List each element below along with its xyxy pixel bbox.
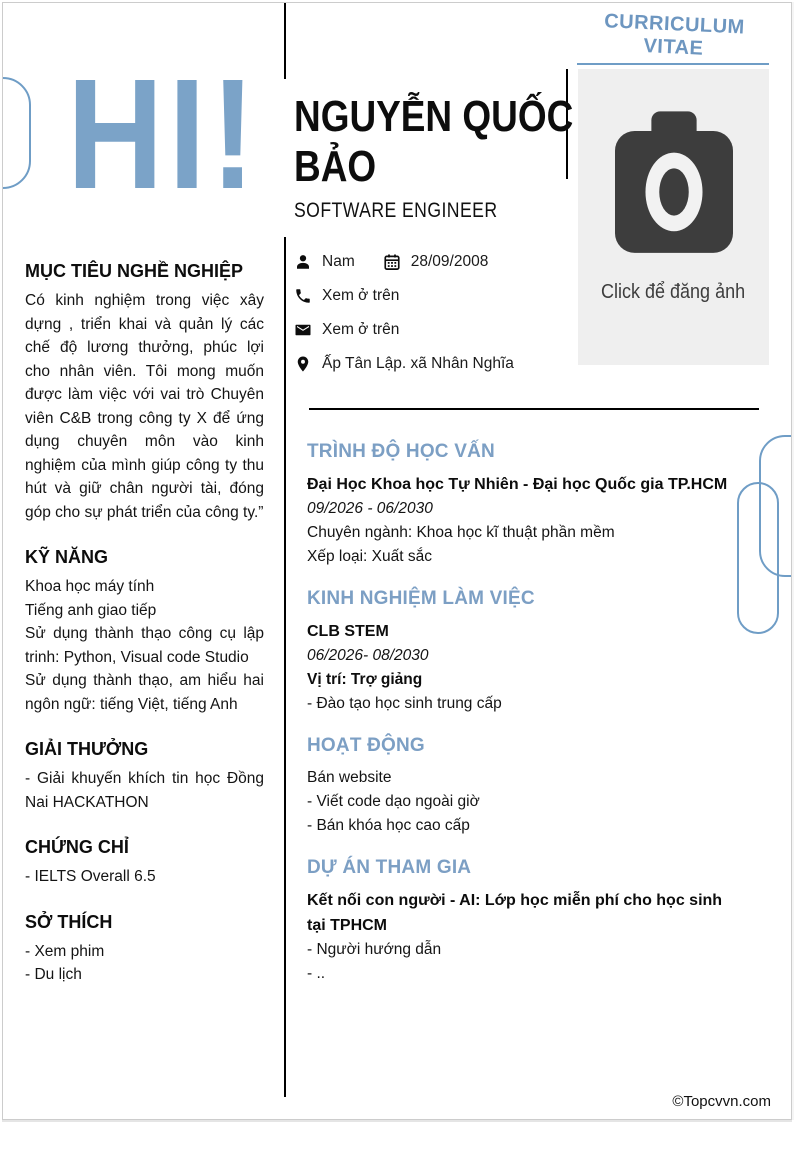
calendar-icon: [383, 253, 401, 271]
activity-detail: - Viết code dạo ngoài giờ: [307, 793, 480, 810]
curriculum-vitae-label: [577, 9, 769, 65]
photo-caption: Click để đăng ảnh: [601, 281, 746, 303]
contact-row-email: [294, 321, 574, 339]
job-title: SOFTWARE ENGINEER: [294, 199, 498, 222]
activity-title: Bán website: [307, 769, 392, 786]
hobbies-heading: SỞ THÍCH: [25, 911, 113, 932]
education-major: Chuyên ngành: Khoa học kĩ thuật phần mềm: [307, 524, 615, 541]
project-title: Kết nối con người - AI: Lớp học miễn phí cho học sinh tại TPHCM: [307, 892, 723, 934]
hobby-item: - Xem phim: [25, 942, 105, 960]
skills-heading: KỸ NĂNG: [25, 547, 109, 567]
experience-organization: CLB STEM: [307, 623, 389, 640]
email-icon: [294, 321, 312, 339]
certificates-heading: CHỨNG CHỈ: [25, 837, 129, 857]
activity-detail: - Bán khóa học cao cấp: [307, 817, 470, 834]
column-divider: [284, 237, 286, 1097]
dob-pair: [383, 253, 489, 271]
education-period: 09/2026 - 06/2030: [307, 500, 433, 517]
contact-underline: [309, 408, 759, 410]
skill-item: Sử dụng thành thạo, am hiểu hai ngôn ngữ: tiếng Việt, tiếng Anh: [25, 672, 264, 713]
experience-heading: KINH NGHIỆM LÀM VIỆC: [307, 588, 535, 609]
cv-page: [2, 2, 792, 1120]
left-edge-outline-shape: [2, 77, 31, 189]
contact-row-phone: [294, 287, 574, 305]
hi-logo: HI!: [67, 47, 261, 222]
education-grade: Xếp loại: Xuất sắc: [307, 548, 432, 565]
hobby-item: - Du lịch: [25, 966, 82, 983]
phone-icon: [294, 287, 312, 305]
certificate-item: - IELTS Overall 6.5: [25, 868, 156, 885]
award-item: - Giải khuyến khích tin học Đồng Nai HACKATHON: [25, 770, 264, 811]
email-value: Xem ở trên: [322, 321, 400, 338]
photo-upload-box[interactable]: [578, 69, 769, 365]
objective-heading: MỤC TIÊU NGHỀ NGHIỆP: [25, 261, 244, 281]
address-value: Ấp Tân Lập. xã Nhân Nghĩa: [322, 355, 514, 372]
activities-heading: HOẠT ĐỘNG: [307, 735, 425, 756]
curriculum-vitae-text: CURRICULUM VITAE: [603, 10, 746, 60]
gender-value: Nam: [322, 253, 355, 270]
project-detail: - Người hướng dẫn: [307, 941, 442, 958]
person-icon: [294, 253, 312, 271]
phone-value: Xem ở trên: [322, 287, 400, 304]
right-column: [307, 439, 729, 986]
experience-period: 06/2026- 08/2030: [307, 647, 429, 664]
contact-section: [294, 253, 574, 389]
project-detail: - ..: [307, 965, 326, 982]
education-school: Đại Học Khoa học Tự Nhiên - Đại học Quốc gia TP.HCM: [307, 476, 728, 493]
header-top-divider: [284, 3, 286, 79]
experience-role: Vị trí: Trợ giảng: [307, 671, 423, 688]
left-column: [25, 259, 264, 987]
site-credit: ©Topcvvn.com: [672, 1093, 771, 1110]
camera-icon: [615, 111, 733, 269]
candidate-name: NGUYỄN QUỐC BẢO: [294, 92, 574, 191]
contact-row-gender-dob: [294, 253, 574, 271]
skill-item: Sử dụng thành thạo công cụ lập trinh: Python, Visual code Studio: [25, 625, 264, 666]
projects-heading: DỰ ÁN THAM GIA: [307, 857, 472, 878]
name-block: [294, 92, 580, 224]
awards-heading: GIẢI THƯỞNG: [25, 739, 149, 759]
skill-item: Tiếng anh giao tiếp: [25, 601, 157, 619]
location-pin-icon: [294, 355, 312, 373]
objective-body: Có kinh nghiệm trong việc xây dựng , triển khai và quản lý các chế độ lương thưởng, phúc lợi cho nhân viên. Tôi mong muốn được làm việc với vai trò Chuyên viên C&B trong công ty X để ứng dụng chuyên môn vào kinh nghiệm của mình giúp công ty thu hút và giữ chân người tài, đóng góp cho sự phát triển của công ty.”: [25, 292, 264, 521]
contact-row-address: [294, 355, 574, 373]
education-heading: TRÌNH ĐỘ HỌC VẤN: [307, 441, 495, 462]
experience-detail: - Đào tạo học sinh trung cấp: [307, 695, 502, 712]
birthday-value: 28/09/2008: [410, 253, 489, 270]
right-edge-outline-shape-front: [737, 482, 779, 634]
skill-item: Khoa học máy tính: [25, 578, 155, 595]
